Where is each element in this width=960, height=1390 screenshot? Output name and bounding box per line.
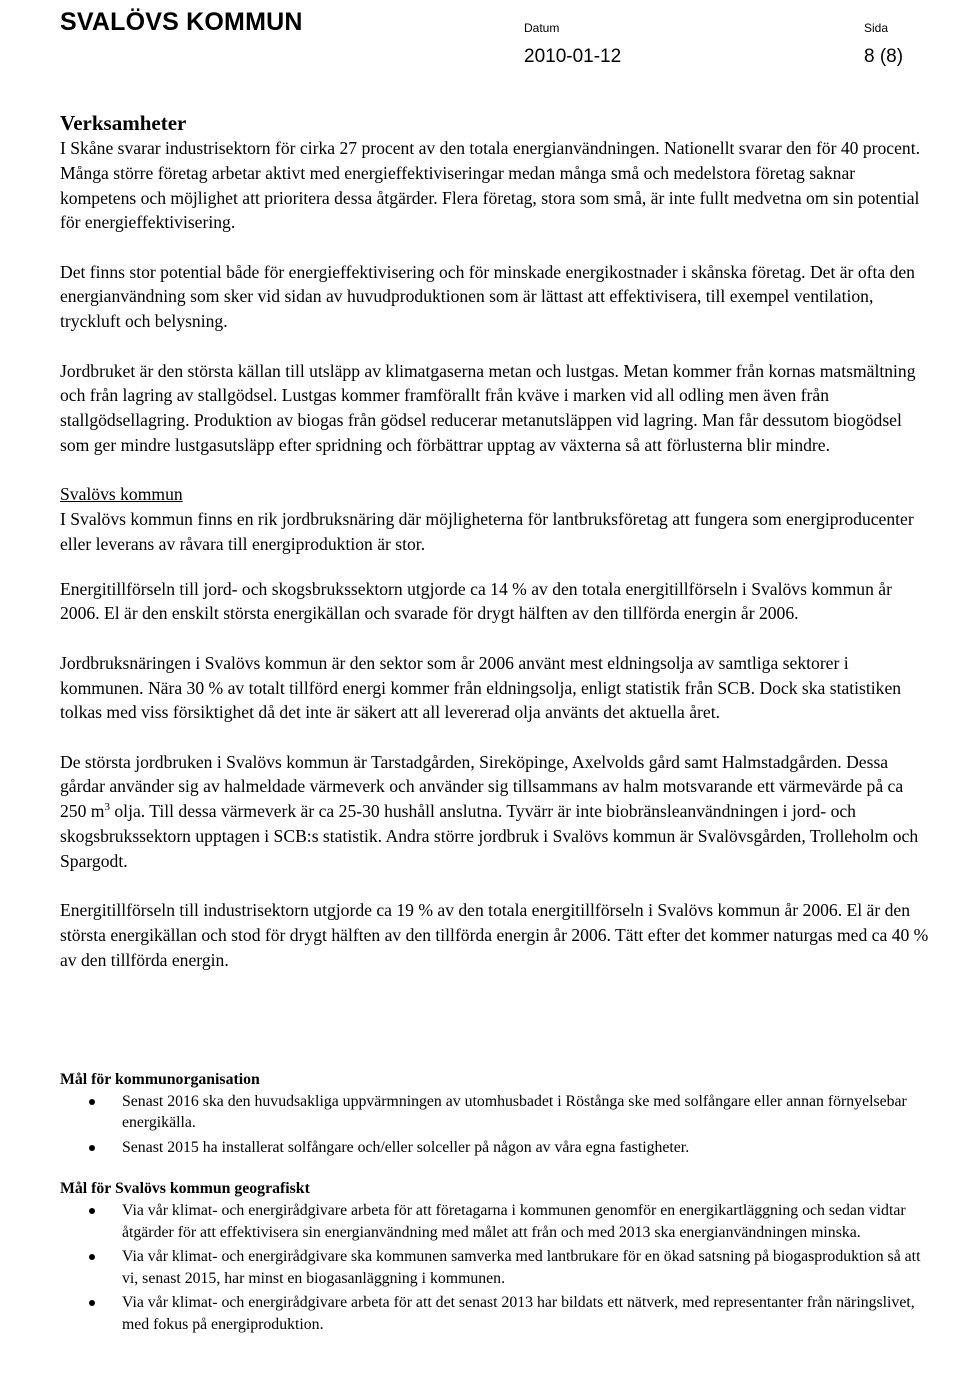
paragraph: Det finns stor potential både för energieffektivisering och för minskade energikostnader i skånska företag. Det är ofta den energianvändning som sker vid sidan av huvudproduktionen som är lättast att effektivisera, till exempel ventilation, tryckluft och belysning. — [60, 261, 915, 332]
goals-org-list — [60, 1091, 930, 1159]
date-value: 2010-01-12 — [524, 46, 622, 67]
header-org-name: SVALÖVS KOMMUN — [60, 8, 303, 36]
paragraph-part: olja. Till dessa värmeverk är ca 25-30 hushåll anslutna. Tyvärr är inte biobränsleanvändningen i jord- och skogsbrukssektorn upptagen i SCB:s statistik. Andra större jordbruk i Svalövs kommun är Svalövsgården, Trolleholm och Spargodt. — [60, 801, 919, 871]
paragraph: I Svalövs kommun finns en rik jordbruksnäring där möjligheterna för lantbruksföretag att fungera som energiproducenter eller leverans av råvara till energiproduktion är stor. — [60, 509, 914, 554]
list-item: Senast 2016 ska den huvudsakliga uppvärmningen av utomhusbadet i Röstånga ske med solfångare eller annan förnyelsebar energikälla. — [122, 1091, 930, 1134]
paragraph-part: De största jordbruken i Svalövs kommun är Tarstadgården, Sireköpinge, Axelvolds gård samt Halmstadgården. Dessa gårdar använder sig av halmeldade värmeverk och använder sig tillsammans av halm motsvarande ett värmevärde på ca 250 m — [60, 751, 904, 822]
paragraph: Energitillförseln till jord- och skogsbrukssektorn utgjorde ca 14 % av den totala energitillförseln i Svalövs kommun år 2006. El är den enskilt största energikällan och svarade för drygt hälften av den tillförda energin år 2006. — [60, 578, 892, 624]
list-item: Via vår klimat- och energirådgivare ska kommunen samverka med lantbrukare för en ökad satsning på biogasproduktion så att vi, senast 2015, har minst en biogasanläggning i kommunen. — [122, 1246, 930, 1289]
goals-org-heading: Mål för kommunorganisation — [60, 1071, 260, 1088]
list-item: Via vår klimat- och energirådgivare arbeta för att det senast 2013 har bildats ett nätverk, med representanter från näringslivet, med fokus på energiproduktion. — [122, 1292, 930, 1335]
page-number: 8 (8) — [864, 46, 904, 67]
paragraph: Jordbruket är den största källan till utsläpp av klimatgaserna metan och lustgas. Metan kommer från kornas matsmältning och från lagring av stallgödsel. Lustgas kommer framförallt från kväve i marken vid all odling men även från stallgödsellagring. Produktion av biogas från gödsel reducerar metanutsläppen vid lagring. Man får dessutom biogödsel som ger mindre lustgasutsläpp efter spridning och förbättrar upptag av växterna så att förlusterna blir mindre. — [60, 360, 916, 455]
goals-geo-heading: Mål för Svalövs kommun geografiskt — [60, 1180, 310, 1198]
document-body — [60, 110, 930, 997]
paragraph: Jordbruksnäringen i Svalövs kommun är den sektor som år 2006 använt mest eldningsolja av samtliga sektorer i kommunen. Nära 30 % av totalt tillförd energi kommer från eldningsolja, enligt statistik från SCB. Dock ska statistiken tolkas med viss försiktighet då det inte är säkert att all levererad olja använts det aktuella året. — [60, 652, 902, 723]
page-label: Sida — [864, 21, 889, 35]
list-item: Via vår klimat- och energirådgivare arbeta för att företagarna i kommunen genomför en energikartläggning och sedan vidtar åtgärder för att effektivisera sin energianvändning med målet att från och med 2013 ska energianvändningen minska. — [122, 1200, 930, 1243]
paragraph: I Skåne svarar industrisektorn för cirka 27 procent av den totala energianvändningen. Nationellt svarar den för 40 procent. Många större företag arbetar aktivt med energieffektiviseringar medan många små och medelstora företag saknar kompetens och möjlighet att prioritera dessa åtgärder. Flera företag, stora som små, är inte fullt medvetna om sin potential för energieffektivisering. — [60, 138, 921, 233]
list-item: Senast 2015 ha installerat solfångare och/eller solceller på någon av våra egna fastigheter. — [122, 1137, 930, 1159]
paragraph — [60, 750, 930, 874]
superscript: 3 — [104, 801, 110, 814]
goals-geo-list — [60, 1200, 930, 1336]
goals-section — [60, 1069, 930, 1356]
section-heading: Verksamheter — [60, 111, 187, 135]
subheading-svalov: Svalövs kommun — [60, 484, 183, 505]
date-label: Datum — [524, 21, 560, 35]
paragraph: Energitillförseln till industrisektorn utgjorde ca 19 % av den totala energitillförseln i Svalövs kommun år 2006. El är den största energikällan och stod för drygt hälften av den tillförda energin år 2006. Tätt efter det kommer naturgas med ca 40 % av den tillförda energin. — [60, 900, 929, 970]
